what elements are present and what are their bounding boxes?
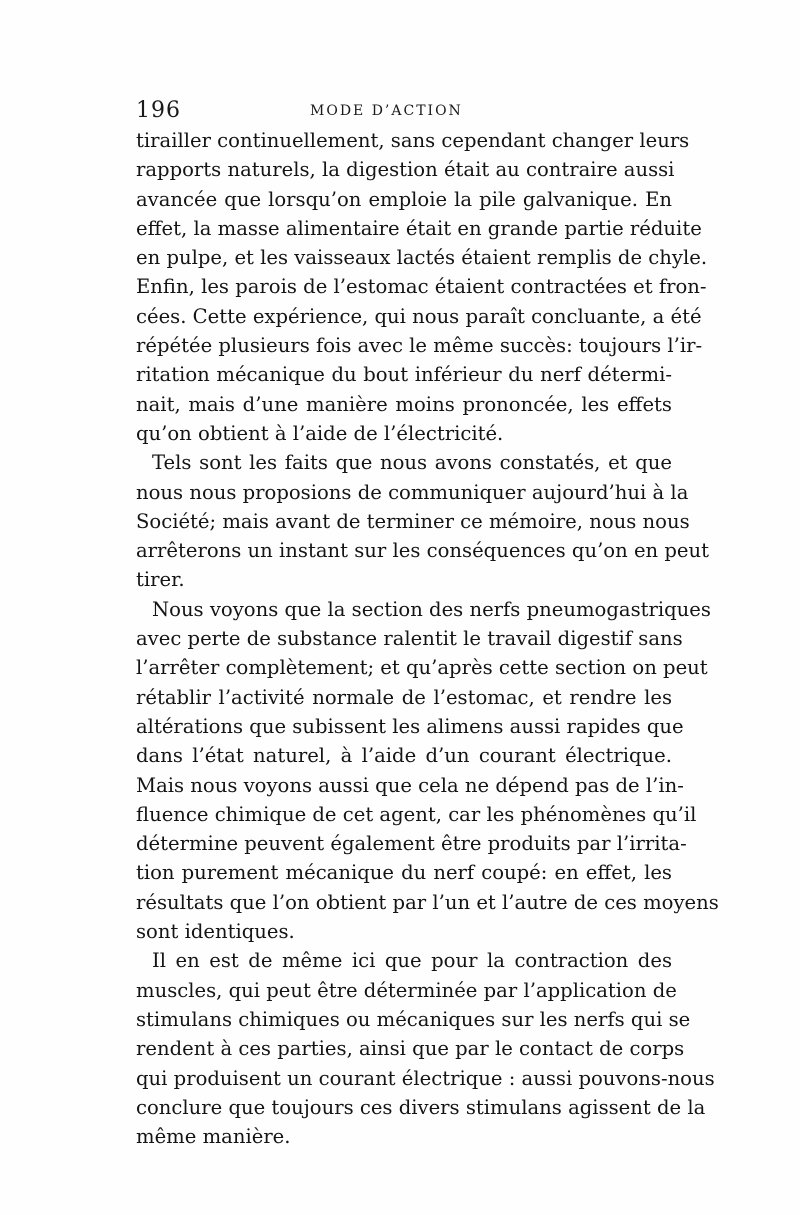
text-line: rendent à ces parties, ainsi que par le contact de corps [136, 1037, 685, 1061]
text-line: nait, mais d’une manière moins prononcée, les effets [136, 392, 672, 416]
text-line: Société; mais avant de terminer ce mémoire, nous nous [136, 509, 690, 533]
text-line: rapports naturels, la digestion était au contraire aussi [136, 158, 675, 182]
text-line: stimulans chimiques ou mécaniques sur les nerfs qui se [136, 1007, 691, 1031]
text-line: l’arrêter complètement; et qu’après cette section on peut [136, 656, 708, 680]
text-line: conclure que toujours ces divers stimulans agissent de la [136, 1095, 706, 1119]
text-line: qu’on obtient à l’aide de l’électricité. [136, 421, 504, 445]
text-line: dans l’état naturel, à l’aide d’un courant électrique. [136, 744, 672, 768]
running-head [136, 98, 672, 128]
text-line: Nous voyons que la section des nerfs pneumogastriques [152, 597, 711, 621]
text-line: même manière. [136, 1125, 291, 1149]
text-line: altérations que subissent les alimens aussi rapides que [136, 714, 684, 738]
text-line: avancée que lorsqu’on emploie la pile galvanique. En [136, 187, 672, 211]
text-line: nous nous proposions de communiquer aujourd’hui à la [136, 480, 689, 504]
text-line: détermine peuvent également être produits par l’irrita- [136, 832, 687, 856]
text-line: rétablir l’activité normale de l’estomac, et rendre les [136, 685, 672, 709]
text-line: qui produisent un courant électrique : aussi pouvons-nous [136, 1066, 715, 1090]
text-line: sont identiques. [136, 920, 295, 944]
text-line: avec perte de substance ralentit le travail digestif sans [136, 627, 683, 651]
text-line: en pulpe, et les vaisseaux lactés étaient remplis de chyle. [136, 246, 708, 270]
text-line: Tels sont les faits que nous avons constatés, et que [152, 451, 672, 475]
text-line: résultats que l’on obtient par l’un et l’autre de ces moyens [136, 890, 719, 914]
text-line: tirailler continuellement, sans cependant changer leurs [136, 129, 690, 152]
text-line: répétée plusieurs fois avec le même succès: toujours l’ir- [136, 334, 703, 358]
text-line: tion purement mécanique du nerf coupé: en effet, les [136, 861, 672, 885]
page-number: 196 [136, 98, 181, 123]
text-line: ritation mécanique du bout inférieur du nerf détermi- [136, 363, 672, 387]
text-line: Il en est de même ici que pour la contraction des [152, 949, 672, 973]
text-line: cées. Cette expérience, qui nous paraît concluante, a été [136, 304, 702, 328]
text-line: Enfin, les parois de l’estomac étaient contractées et fron- [136, 275, 707, 299]
body-text [136, 126, 719, 1151]
text-line: effet, la masse alimentaire était en grande partie réduite [136, 216, 702, 240]
text-line: fluence chimique de cet agent, car les phénomènes qu’il [136, 802, 697, 826]
text-line: tirer. [136, 568, 185, 592]
running-title: MODE D’ACTION [310, 103, 463, 119]
text-line: muscles, qui peut être déterminée par l’application de [136, 978, 677, 1002]
text-line: arrêterons un instant sur les conséquences qu’on en peut [136, 539, 710, 563]
text-line: Mais nous voyons aussi que cela ne dépend pas de l’in- [136, 773, 684, 797]
